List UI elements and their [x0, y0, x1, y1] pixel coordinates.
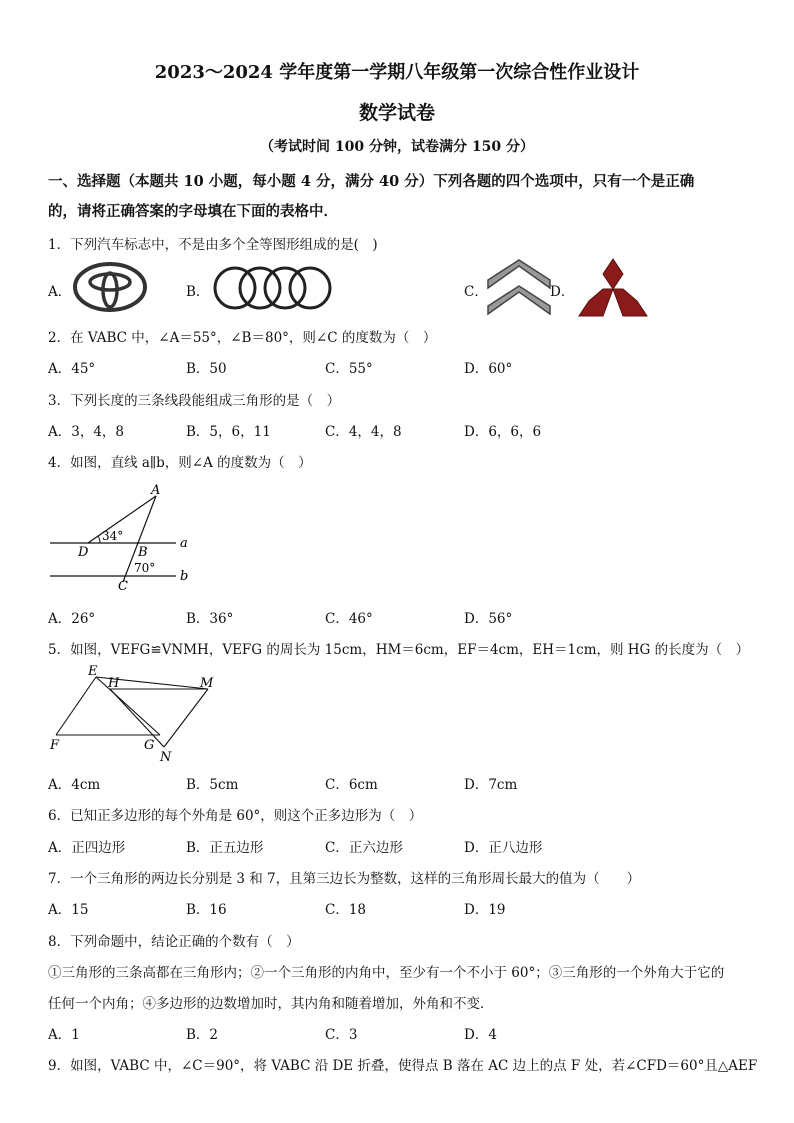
mitsubishi-logo-icon	[577, 257, 649, 319]
q8-statements-2: 任何一个内角；④多边形的边数增加时，其内角和随着增加，外角和不变．	[48, 996, 494, 1012]
q3-option-d: D．6，6，6	[464, 424, 542, 440]
q4-label-line-b: b	[180, 569, 189, 584]
q8-option-c: C．3	[325, 1027, 358, 1043]
q4-label-c: C	[118, 579, 128, 594]
toyota-logo-icon	[72, 262, 148, 312]
q1-option-c: C．	[464, 284, 488, 300]
q5-option-a: A．4cm	[48, 777, 101, 793]
q6-option-d: D．正八边形	[464, 840, 543, 856]
q4-option-c: C．46°	[325, 611, 373, 627]
q1-option-b: B．	[186, 284, 210, 300]
q8-statements-1: ①三角形的三条高都在三角形内；②一个三角形的内角中，至少有一个不小于 60°；③三角形的一个外角大于它的	[48, 965, 725, 981]
q6-option-b: B．正五边形	[186, 840, 264, 856]
q3-option-b: B．5，6，11	[186, 424, 271, 440]
section-heading-2: 的，请将正确答案的字母填在下面的表格中．	[48, 203, 338, 220]
q2-stem: 2．在 VABC 中，∠A＝55°，∠B＝80°，则∠C 的度数为（ ）	[48, 330, 437, 346]
q2-option-b: B．50	[186, 361, 227, 377]
q1-option-a: A．	[48, 284, 72, 300]
q4-label-b-point: B	[138, 545, 148, 560]
q8-stem: 8．下列命题中，结论正确的个数有（ ）	[48, 934, 300, 950]
q7-option-d: D．19	[464, 902, 506, 918]
q9-stem: 9．如图，VABC 中，∠C＝90°，将 VABC 沿 DE 折叠，使得点 B 落在 AC 边上的点 F 处，若∠CFD＝60°且△AEF	[48, 1058, 758, 1074]
q1-option-d: D．	[550, 284, 575, 300]
q4-label-a-point: A	[151, 483, 161, 498]
q4-option-d: D．56°	[464, 611, 513, 627]
q4-option-a: A．26°	[48, 611, 96, 627]
q5-label-e: E	[88, 664, 98, 679]
q4-option-b: B．36°	[186, 611, 234, 627]
q6-stem: 6．已知正多边形的每个外角是 60°，则这个正多边形为（ ）	[48, 808, 423, 824]
q7-stem: 7．一个三角形的两边长分别是 3 和 7，且第三边长为整数，这样的三角形周长最大的值为（ ）	[48, 871, 641, 887]
q1-stem: 1．下列汽车标志中，不是由多个全等图形组成的是( )	[48, 237, 378, 253]
q4-figure	[48, 478, 208, 596]
q5-figure	[48, 663, 228, 767]
q4-angle-70: 70°	[134, 561, 156, 575]
q5-option-b: B．5cm	[186, 777, 239, 793]
q3-stem: 3．下列长度的三条线段能组成三角形的是（ ）	[48, 393, 341, 409]
q5-label-f: F	[50, 738, 60, 753]
q7-option-c: C．18	[325, 902, 367, 918]
q6-option-a: A．正四边形	[48, 840, 126, 856]
q6-option-c: C．正六边形	[325, 840, 403, 856]
section-heading-1: 一、选择题（本题共 10 小题，每小题 4 分，满分 40 分）下列各题的四个选项中，只有一个是正确	[48, 173, 695, 190]
q3-option-c: C．4，4，8	[325, 424, 402, 440]
q7-option-b: B．16	[186, 902, 227, 918]
exam-note: （考试时间 100 分钟，试卷满分 150 分）	[260, 139, 534, 155]
q5-option-d: D．7cm	[464, 777, 518, 793]
q2-option-c: C．55°	[325, 361, 373, 377]
exam-subject: 数学试卷	[358, 102, 435, 124]
q2-option-a: A．45°	[48, 361, 96, 377]
q5-label-m: M	[200, 676, 214, 691]
q5-stem: 5．如图，VEFG≌VNMH，VEFG 的周长为 15cm，HM＝6cm，EF＝4cm，EH＝1cm，则 HG 的长度为（ ）	[48, 642, 750, 658]
q4-label-line-a: a	[180, 536, 188, 551]
citroen-logo-icon	[484, 258, 554, 318]
q2-option-d: D．60°	[464, 361, 513, 377]
exam-title: 2023～2024 学年度第一学期八年级第一次综合性作业设计	[154, 62, 640, 83]
q8-option-b: B．2	[186, 1027, 219, 1043]
q5-label-n: N	[160, 750, 172, 765]
q3-option-a: A．3，4，8	[48, 424, 125, 440]
q5-label-g: G	[144, 738, 155, 753]
q7-option-a: A．15	[48, 902, 89, 918]
q4-stem: 4．如图，直线 a∥b，则∠A 的度数为（ ）	[48, 455, 312, 471]
q5-label-h: H	[108, 676, 120, 691]
q4-angle-34: 34°	[102, 529, 124, 543]
audi-logo-icon	[210, 265, 334, 311]
q5-option-c: C．6cm	[325, 777, 378, 793]
q8-option-a: A．1	[48, 1027, 80, 1043]
q4-label-d: D	[78, 545, 89, 560]
q8-option-d: D．4	[464, 1027, 497, 1043]
